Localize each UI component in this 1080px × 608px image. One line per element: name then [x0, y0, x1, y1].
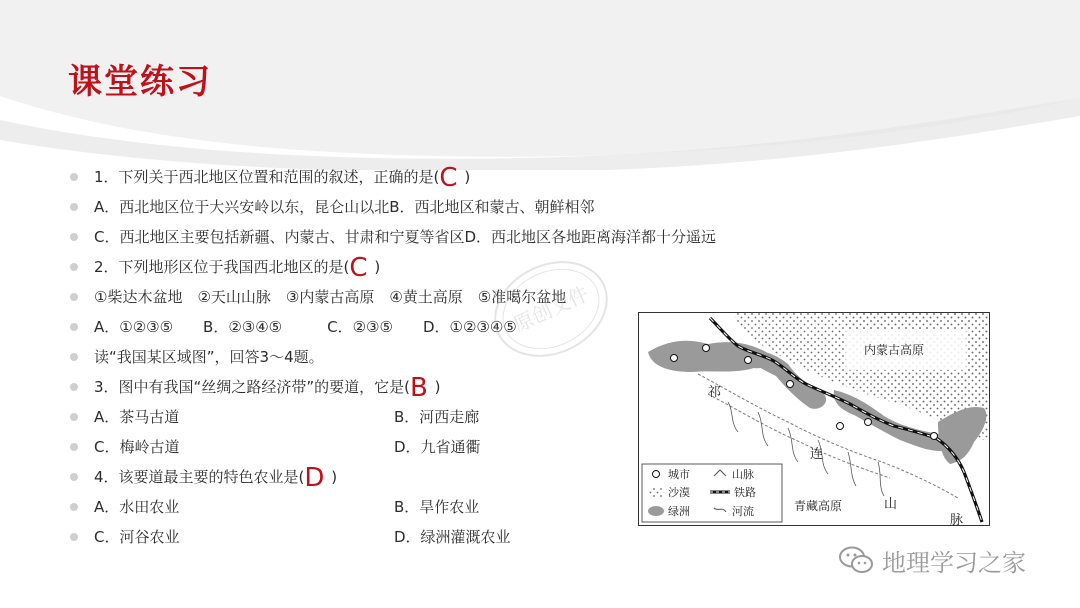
- option-text: C．梅岭古道: [94, 438, 180, 456]
- option-text: A．水田农业: [94, 498, 180, 516]
- option-text: A．茶马古道: [94, 408, 180, 426]
- legend-city: 城市: [668, 468, 690, 481]
- bullet-icon: [70, 323, 78, 331]
- wechat-icon: [838, 545, 874, 575]
- page-title: 课堂练习: [68, 62, 212, 102]
- option-text: B．河西走廊: [394, 408, 480, 426]
- bullet-icon: [70, 473, 78, 481]
- legend-desert: 沙漠: [668, 486, 690, 499]
- option-text: C．河谷农业: [94, 528, 180, 546]
- bullet-icon: [70, 503, 78, 511]
- label-qi: 祁: [708, 385, 722, 400]
- stamp-watermark: [486, 254, 616, 364]
- bullet-icon: [70, 263, 78, 271]
- bullet-icon: [70, 383, 78, 391]
- option-text: C．西北地区主要包括新疆、内蒙古、甘肃和宁夏等省区D．西北地区各地距离海洋都十分遥远: [94, 228, 717, 246]
- answer-mark: C: [439, 163, 458, 193]
- desert-icon: [648, 487, 664, 497]
- bullet-icon: [70, 533, 78, 541]
- legend-railway: 铁路: [734, 486, 756, 499]
- city-icon: [653, 471, 660, 478]
- bullet-icon: [70, 443, 78, 451]
- question-text: 3．图中有我国“丝绸之路经济带”的要道，它是(B ): [94, 373, 441, 403]
- bullet-icon: [70, 203, 78, 211]
- bullet-icon: [70, 293, 78, 301]
- answer-mark: D: [304, 463, 325, 493]
- bullet-icon: [70, 413, 78, 421]
- city-marker: [703, 345, 710, 352]
- label-qz: 青藏高原: [794, 499, 843, 513]
- label-shan: 山: [884, 497, 898, 512]
- region-map: [638, 312, 990, 526]
- label-mai: 脉: [950, 513, 964, 526]
- answer-mark: C: [349, 253, 368, 283]
- city-marker: [931, 433, 938, 440]
- label-nmg: 内蒙古高原: [864, 343, 925, 357]
- bullet-icon: [70, 233, 78, 241]
- stamp-text: 原创文件: [509, 281, 593, 337]
- legend-river: 河流: [732, 505, 754, 518]
- option-text: B．旱作农业: [394, 498, 480, 516]
- question-text: 4．该要道最主要的特色农业是(D ): [94, 463, 338, 493]
- city-marker: [671, 355, 678, 362]
- label-lian: 连: [810, 447, 824, 462]
- instruction-text: 读“我国某区域图”，回答3～4题。: [94, 348, 324, 366]
- oasis-icon: [648, 506, 664, 516]
- question-text: 1．下列关于西北地区位置和范围的叙述，正确的是(C ): [94, 163, 471, 193]
- city-marker: [787, 381, 794, 388]
- bullet-icon: [70, 353, 78, 361]
- bullet-icon: [70, 173, 78, 181]
- city-marker: [837, 423, 844, 430]
- legend-oasis: 绿洲: [668, 505, 690, 518]
- option-text: A．①②③⑤ B．②③④⑤ C．②③⑤ D．①②③④⑤: [94, 318, 517, 336]
- city-marker: [745, 357, 752, 364]
- option-text: A．西北地区位于大兴安岭以东，昆仑山以北B．西北地区和蒙古、朝鲜相邻: [94, 198, 595, 216]
- option-text: D．绿洲灌溉农业: [394, 528, 511, 546]
- question-text: 2．下列地形区位于我国西北地区的是(C ): [94, 253, 381, 283]
- answer-mark: B: [409, 373, 428, 403]
- watermark: [838, 540, 1026, 580]
- watermark-text: 地理学习之家: [882, 548, 1026, 577]
- legend-mountain: 山脉: [732, 468, 754, 481]
- option-text: ①柴达木盆地 ②天山山脉 ③内蒙古高原 ④黄土高原 ⑤准噶尔盆地: [94, 288, 567, 306]
- city-marker: [865, 419, 872, 426]
- option-text: D．九省通衢: [394, 438, 481, 456]
- map-legend: [642, 464, 782, 522]
